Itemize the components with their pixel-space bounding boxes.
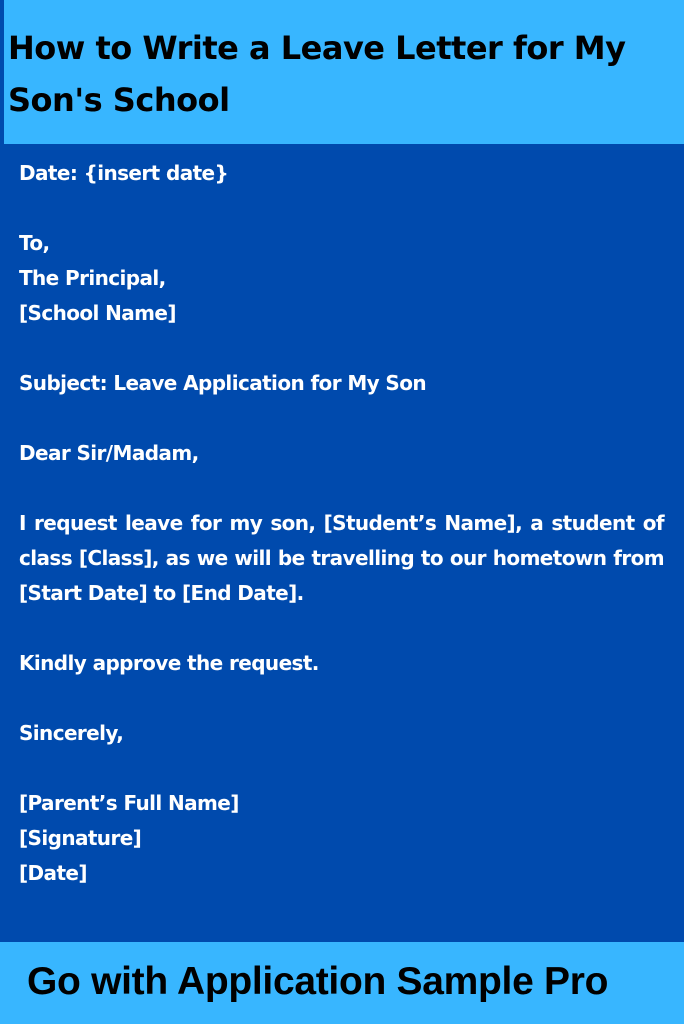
- salutation: Dear Sir/Madam,: [19, 441, 199, 465]
- blank-line: [19, 471, 664, 506]
- blank-line: [19, 191, 664, 226]
- request-line: Kindly approve the request.: [19, 651, 319, 675]
- body-paragraph: I request leave for my son, [Student’s Name], a student of class [Class], as we will be travelling to our hometown from [Start Date] to [End Date].: [19, 511, 664, 605]
- sender-signature: [Signature]: [19, 826, 142, 850]
- recipient-to: To,: [19, 231, 50, 255]
- subject-line: Subject: Leave Application for My Son: [19, 371, 427, 395]
- blank-line: [19, 611, 664, 646]
- blank-line: [19, 751, 664, 786]
- page-title: How to Write a Leave Letter for My Son's School: [8, 29, 626, 119]
- blank-line: [19, 331, 664, 366]
- date-line: Date: {insert date}: [19, 161, 229, 185]
- closing-line: Sincerely,: [19, 721, 124, 745]
- footer-banner: [0, 942, 684, 1024]
- blank-line: [19, 681, 664, 716]
- sender-name: [Parent’s Full Name]: [19, 791, 239, 815]
- sender-date: [Date]: [19, 861, 87, 885]
- letter-body: [19, 156, 664, 891]
- recipient-school: [School Name]: [19, 301, 176, 325]
- title-banner: [0, 0, 684, 144]
- footer-tagline: Go with Application Sample Pro: [27, 960, 609, 1003]
- blank-line: [19, 401, 664, 436]
- recipient-title: The Principal,: [19, 266, 166, 290]
